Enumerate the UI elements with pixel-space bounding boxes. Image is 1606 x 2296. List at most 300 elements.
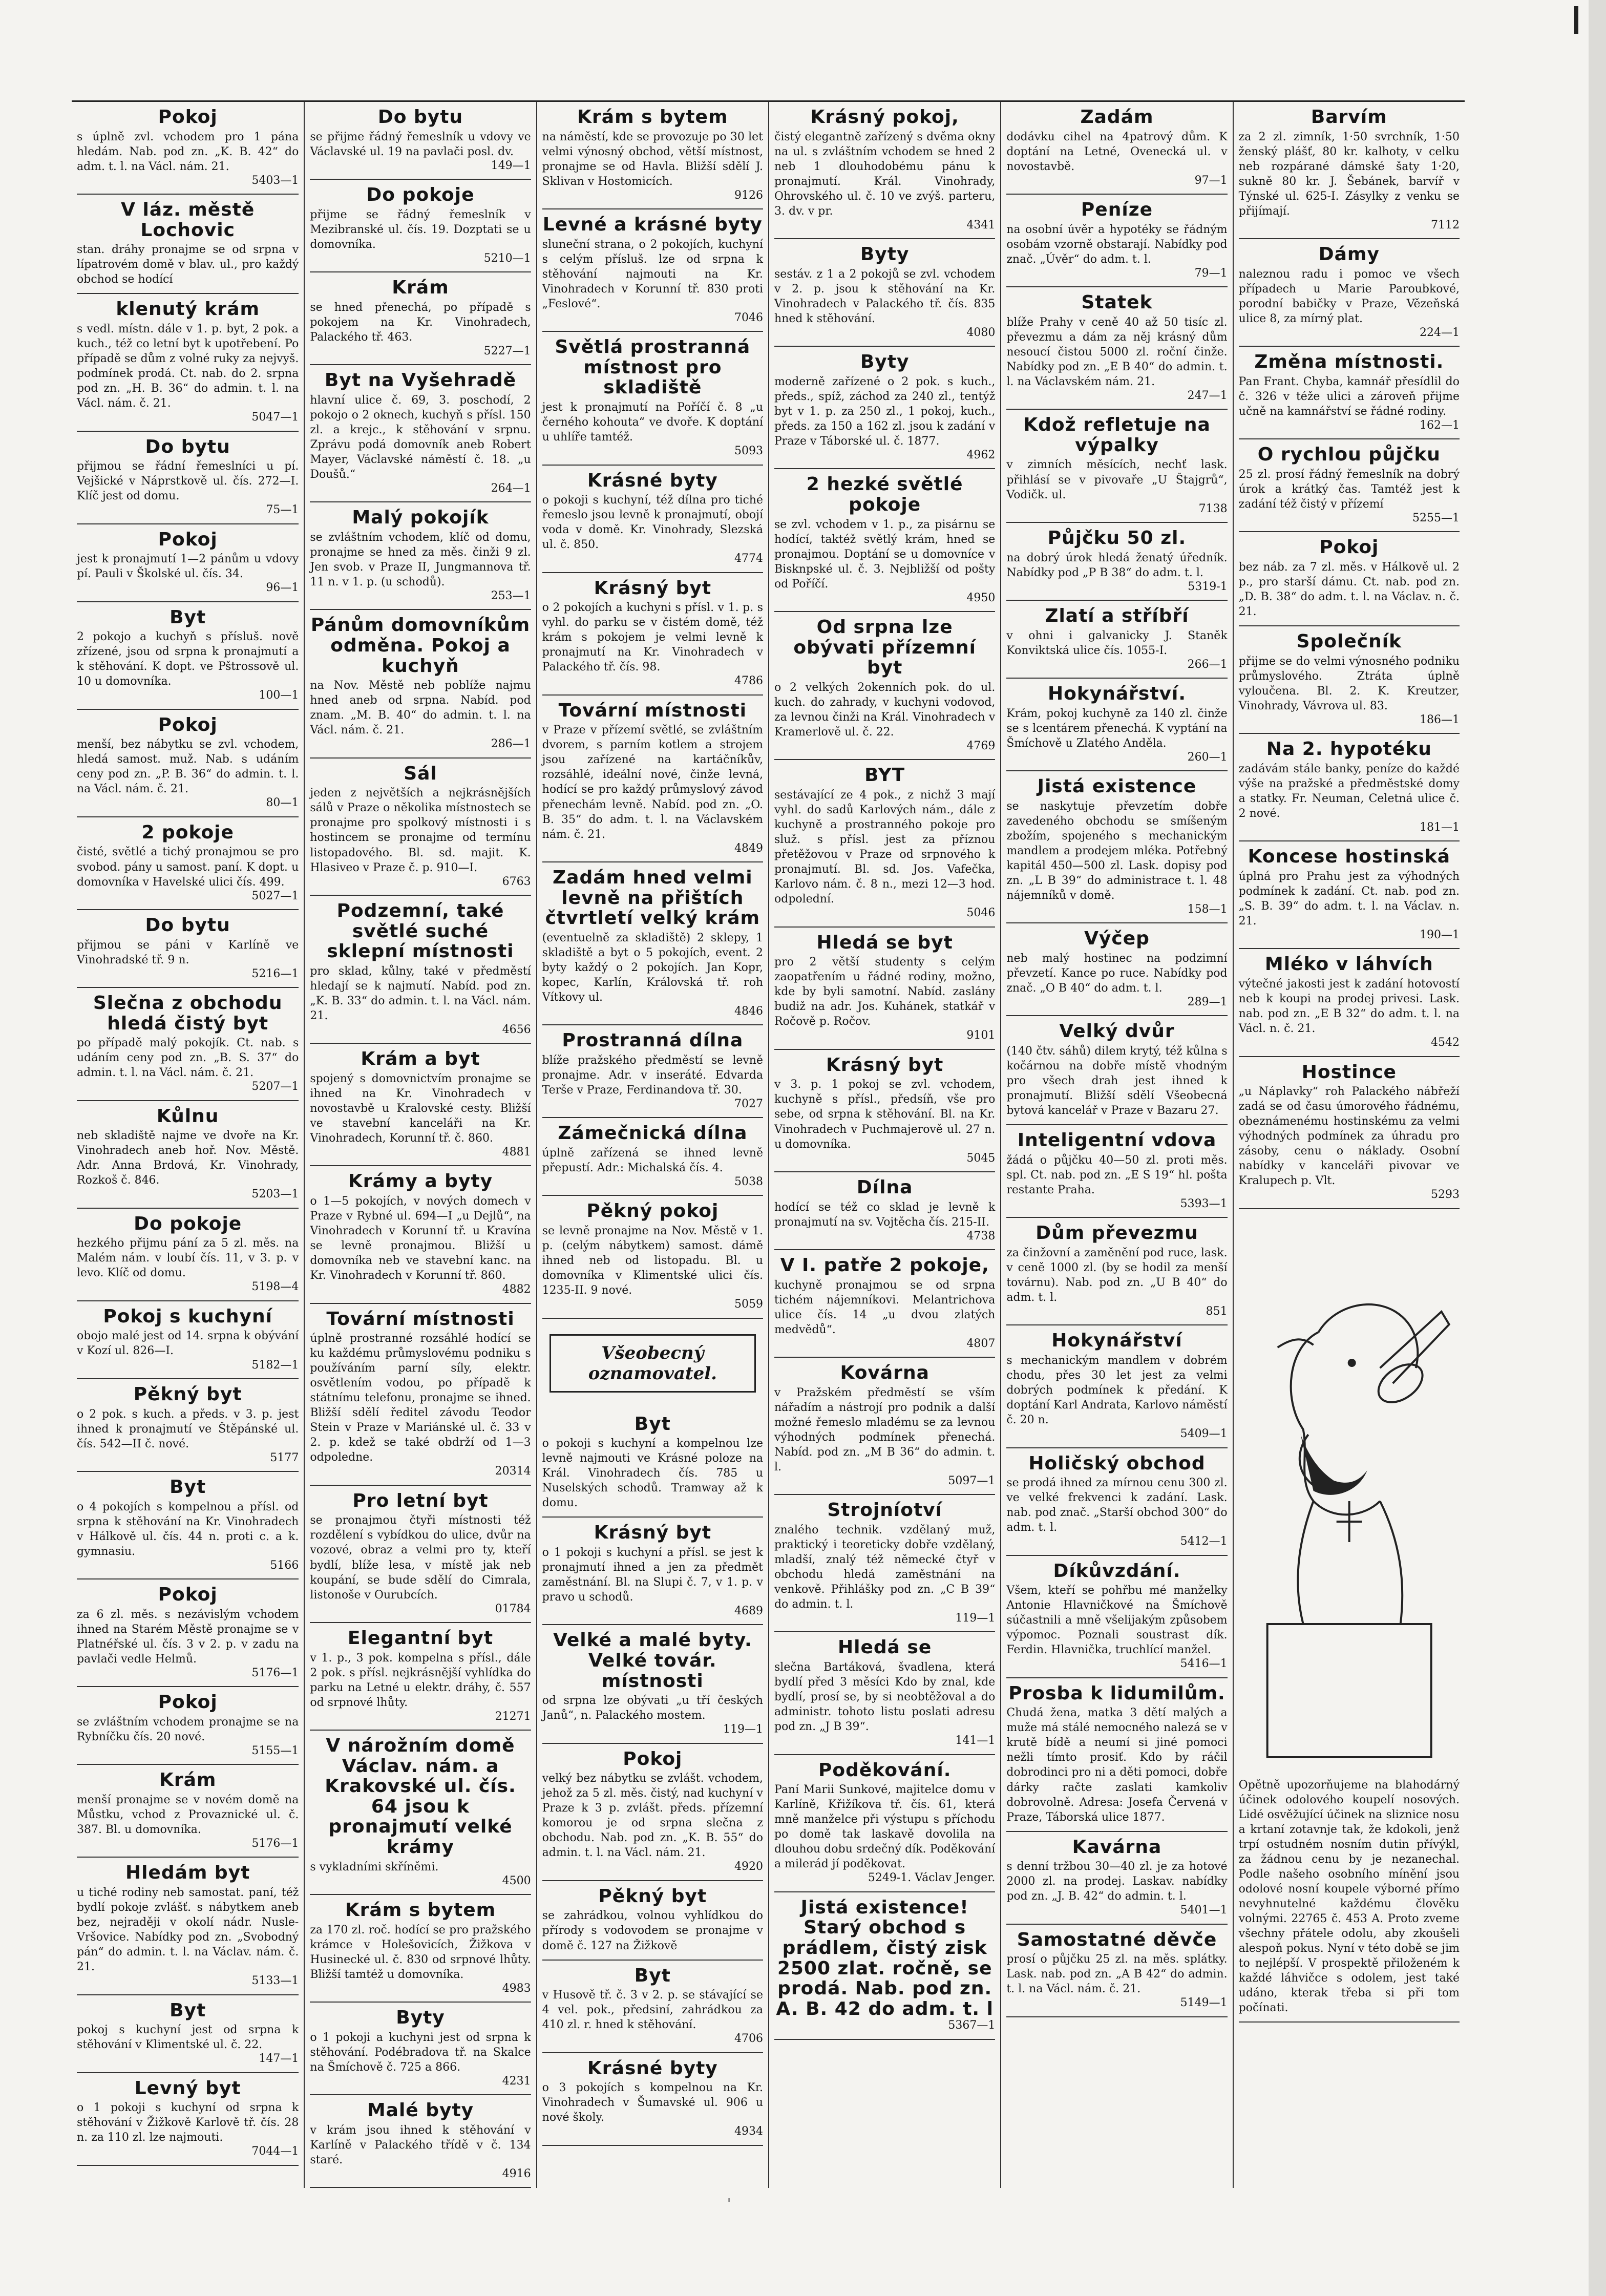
classified-ad [77, 1101, 299, 1209]
ad-text: hlavní ulice č. 69, 3. poschodí, 2 pokojo o 2 oknech, kuchyň s přísl. 150 zl. a krejc., k stěhování v srpnu. Zprávu podá domovník aneb Robert Mayer, Václavské náměstí č. 18. „u Doušů.“ [310, 393, 531, 481]
ad-code: 247—1 [1187, 389, 1228, 402]
ad-code: 5416—1 [1180, 1657, 1228, 1671]
classified-ad [542, 573, 763, 696]
ad-text: u tiché rodiny neb samostat. paní, též bydlí pokoje zvlášť. s nábytkem aneb bez, nejraději v okolí nádr. Nusle-Vršovice. Nabídky pod zn. „Svobodný pán“ do admin. t. l. na Václav. nám. č. 21. [77, 1886, 299, 1974]
ad-code: 119—1 [723, 1723, 763, 1736]
ad-heading: Pokoj [158, 107, 218, 128]
classified-ad [542, 1625, 763, 1743]
ad-heading: 2 hezké světlé pokoje [806, 474, 963, 516]
ad-heading: Hostince [1301, 1061, 1397, 1083]
classified-ad [310, 1895, 531, 2003]
classified-ad [542, 466, 763, 573]
classified-ad [774, 1495, 995, 1632]
classified-ad [77, 524, 299, 602]
ad-text: menší, bez nábytku se zvl. vchodem, hledá samost. muž. Nab. s udáním ceny pod zn. „P. B. 36“ do admin. t. l. na Václ. nám. č. 21. [77, 738, 299, 796]
ad-code: 260—1 [1187, 750, 1228, 764]
classified-ad [774, 1632, 995, 1755]
page-edge [1589, 0, 1606, 2296]
classified-ad [542, 1319, 763, 1409]
ad-code: 5182—1 [251, 1358, 299, 1372]
ad-text: v krám jsou ihned k stěhování v Karlíně v Palackého třídě v č. 134 staré. [310, 2123, 531, 2166]
ad-text: moderně zařízené o 2 pok. s kuch., předs., spíž, záchod za 240 zl., tentýž byt v 1. p. za 250 zl., 1 pokoj, kuch., předs. za 150 a 162 zl. jsou k zadání v Praze v Táborské ul. č. 1877. [774, 375, 996, 448]
ad-heading: Byt [634, 1413, 671, 1435]
ad-code: 141—1 [955, 1734, 996, 1747]
ad-heading: Byt [634, 1965, 671, 1986]
ad-code: 5097—1 [948, 1474, 996, 1487]
ad-heading: Prostranná dílna [562, 1030, 744, 1051]
classified-ad [1006, 601, 1227, 679]
ad-code: 4542 [1431, 1036, 1460, 1049]
ad-heading: 2 pokoje [141, 821, 234, 843]
classified-ad [774, 1050, 995, 1172]
classified-ad [774, 239, 995, 347]
classified-ad [77, 1379, 299, 1472]
page-footer-mark: ' [727, 2196, 731, 2211]
classified-ad [1239, 626, 1460, 734]
ad-heading: Levný byt [134, 2077, 241, 2099]
classified-ad [310, 610, 531, 758]
ad-code: 4231 [502, 2074, 531, 2088]
ad-code: 4849 [734, 841, 763, 855]
ad-code: 97—1 [1194, 174, 1228, 187]
ad-text: se levně pronajme na Nov. Městě v 1. p. (celým nábytkem) samost. dámě ihned neb od listopadu. Bl. u domovníka v Klimentské ulici čís. 1235-II. 9 nové. [542, 1225, 763, 1297]
classified-ad [77, 2073, 299, 2166]
ad-text: (eventuelně za skladiště) 2 sklepy, 1 skladiště a byt o 5 pokojích, event. 2 byty každý o 2 pokojích. Jan Kopr, kopec, Karlín, Královská tř. roh Vítkovy ul. [542, 931, 763, 1004]
ad-code: 7046 [734, 311, 763, 324]
ad-text: obojo malé jest od 14. srpna k obývání v Kozí ul. 826—I. [77, 1330, 299, 1358]
ad-code: 4920 [734, 1860, 763, 1873]
ad-code: 80—1 [266, 796, 299, 810]
classified-ad [774, 1250, 995, 1358]
ad-text: Opětně upozorňujeme na blahodárný účinek odolového koupelí nosových. Lidé osvěžující účinek na sliznice nosu a krtaní zotavnje tak, že kdokoli, jenž trpí ostudném nosním dutin přívýkl, za žádnou cenu by je nezanechal. Podle našeho osobního mínění jsou odolové nosní koupele výborné přímo nevyhnutelné každému člověku volnými. 22765 č. 453 A. Proto zveme všechny přátele odolu, aby zkoušeli alespoň pokus. Nyní v této době se jim to nejlépší. V prospektě přiloženém k každé láhvičce s odolem, jest také udáno, kterak třeba si při tom počínati. [1238, 1778, 1460, 2015]
classified-ad [1006, 1325, 1227, 1448]
classified-ad [310, 1731, 531, 1895]
ad-text: velký bez nábytku se zvlášt. vchodem, jehož za 5 zl. měs. čistý, nad kuchyní v Praze k 3 p. zvlášt. předs. přízemní komorou je od srpna slečna z obchodu. Nab. pod zn. „K. B. 55“ do admin. t. l. na Václ. nám. 21. [542, 1772, 763, 1860]
ad-code: 147—1 [259, 2052, 299, 2066]
ad-heading: Samostatné děvče [1017, 1929, 1217, 1950]
ad-column-1 [72, 102, 304, 2188]
ad-text: výtečné jakosti jest k zadání hotovostí neb k koupi na prodej privesi. Lask. nab. pod zn. „E B 32“ do adm. t. l. na Václ. n. č. 21. [1238, 978, 1460, 1036]
ad-heading: Podzemní, také světlé suché sklepní místnosti [327, 900, 514, 962]
ad-text: spojený s domovnictvím pronajme se ihned na Kr. Vinohradech v novostavbě u Kralovské cesty. Bližší ve stavební kanceláři na Kr. Vinohradech, Korunní tř. č. 860. [310, 1072, 531, 1145]
ad-text: na dobrý úrok hledá ženatý úředník. Nabídky pod „P B 38“ do adm. t. l. [1006, 551, 1228, 579]
ad-heading: Krámy a byty [348, 1171, 493, 1192]
ad-heading: Pokoj [1319, 537, 1379, 558]
ad-code: 7044—1 [251, 2145, 299, 2158]
ad-heading: Na 2. hypotéku [1266, 739, 1432, 760]
classified-ad [1006, 195, 1227, 287]
classified-ad [1006, 1832, 1227, 1925]
ad-heading: Strojníotví [827, 1500, 942, 1521]
ad-code: 96—1 [266, 581, 299, 595]
ad-text: v 3. p. 1 pokoj se zvl. vchodem, kuchyně s přísl., předsíň, vše pro sebe, od srpna k stěhování. Bl. na Kr. Vinohradech v Puchmajerově ul. 27 n. u domovníka. [774, 1078, 996, 1151]
ad-heading: klenutý krám [116, 299, 260, 320]
ad-text: blíže Prahy v ceně 40 až 50 tisíc zl. převezmu a dám za něj krásný dům nesoucí čistou 5000 zl. roční činže. Nabídky pod zn. „E B 40“ do admin. t. l. na Václavském nám. 21. [1006, 315, 1228, 388]
classified-ad [774, 760, 995, 927]
ad-code: 5176—1 [251, 1837, 299, 1850]
ad-text: znalého technik. vzdělaný muž, praktický i teoreticky dobře vzdělaný, mladší, znalý též německé čtyř v obchodu hledá zaměstnání na venkově. Přihlášky pod zn. „C B 39“ do admin. t. l. [774, 1523, 996, 1611]
ad-text: se naskytuje převzetím dobře zavedeného obchodu se smíšeným zbožím, spojeného s mechanickým mandlem a prodejem mléka. Potřebný kapitál 450—500 zl. Lask. dopisy pod zn. „L B 39“ do administrace t. l. 48 nájemníků v domě. [1006, 799, 1228, 902]
ad-text: žádá o půjčku 40—50 zl. proti měs. spl. Ct. nab. pod zn. „E S 19“ hl. pošta restante Praha. [1006, 1153, 1228, 1196]
ad-heading: Jistá existence! Starý obchod s prádlem, čistý zisk 2500 zlat. ročně, se prodá. Nab. pod zn. A. B. 42 do adm. t. l [776, 1897, 994, 2019]
ad-code: 851 [1206, 1304, 1228, 1318]
classified-ad [542, 2053, 763, 2146]
ad-heading: Krásný byt [826, 1054, 944, 1076]
ad-heading: Krásný byt [594, 577, 712, 599]
ad-code: 20314 [495, 1465, 531, 1478]
ad-heading: Zámečnická dílna [558, 1123, 748, 1144]
ad-text: o 2 pokojích a kuchyni s přísl. v 1. p. s vyhl. do parku se v čistém domě, též krám s pokojem je velmi levně k pronajmutí na Kr. Vinohradech v Palackého tř. čís. 98. [542, 601, 763, 674]
classified-ad [310, 180, 531, 272]
ad-code: 5367—1 [948, 2019, 996, 2032]
ad-text: pokoj s kuchyní jest od srpna k stěhování v Klimentské ul. č. 22. [77, 2024, 299, 2052]
ad-heading: Krám [159, 1770, 217, 1791]
classified-ad [774, 1358, 995, 1495]
ad-code: 5198—4 [251, 1280, 299, 1294]
man-gargling-illustration [1241, 1214, 1457, 1767]
ad-text: přijmou se páni v Karlíně ve Vinohradské tř. 9 n. [77, 938, 299, 966]
ad-text: Krám, pokoj kuchyně za 140 zl. činže se s lcentárem přenechá. K vyptání na Šmíchově u Zlatého Anděla. [1006, 707, 1228, 750]
classified-ad [77, 817, 299, 910]
ad-heading: Hledá se [838, 1637, 932, 1658]
ad-heading: Pěkný byt [133, 1383, 242, 1405]
ad-code: 186—1 [1420, 713, 1460, 726]
ad-heading: Koncese hostinská [1248, 846, 1451, 868]
ad-text: po případě malý pokojík. Ct. nab. s udáním ceny pod zn. „B. S. 37“ do admin. t. l. na Václ. nám. č. 21. [77, 1037, 299, 1080]
ad-text: s denní tržbou 30—40 zl. je za hotové 2000 zl. na prodej. Laskav. nabídky pod zn. „J. B. 42“ do admin. t. l. [1006, 1860, 1228, 1903]
ad-code: 4882 [502, 1283, 531, 1296]
ad-text: o 2 pok. s kuch. a předs. v 3. p. jest ihned k pronajmutí ve Štěpánské ul. čís. 542—II č. nové. [77, 1407, 299, 1450]
classified-ad [1239, 1057, 1460, 1209]
ad-heading: Poděkování. [818, 1759, 952, 1781]
classified-ad [77, 988, 299, 1101]
ad-column-3 [536, 102, 768, 2188]
ad-text: neb skladiště najme ve dvoře na Kr. Vinohradech aneb hoř. Nov. Městě. Adr. Anna Brdová, Kr. Vinohrady, Rozkoš č. 846. [77, 1129, 299, 1187]
ad-text: jest k pronajmutí 1—2 pánům u vdovy pí. Pauli v Školské ul. čís. 34. [77, 553, 299, 581]
ad-text: za činžovní a zaměnění pod ruce, lask. v ceně 1000 zl. (by se hodil za menší továrnu). Nab. pod zn. „U B 40“ do adm. t. l. [1006, 1246, 1228, 1304]
ad-heading: Zlatí a stříbří [1045, 605, 1189, 627]
ad-code: 224—1 [1420, 326, 1460, 339]
ad-heading: Inteligentní vdova [1017, 1130, 1217, 1151]
ad-heading: Malý pokojík [352, 507, 489, 529]
classified-ad [542, 1409, 763, 1518]
classified-ad [310, 502, 531, 610]
ad-heading: Díkůvzdání. [1053, 1560, 1181, 1582]
ad-text: na Nov. Městě neb poblíže najmu hned aneb od srpna. Nabíd. pod znam. „M. B. 40“ do admin. t. l. na Václ. nám. č. 21. [310, 679, 531, 737]
classified-ad [542, 1961, 763, 2053]
classified-ad [1006, 923, 1227, 1016]
ad-text: v Pražském předměstí se vším nářadím a nástrojí pro podnik a další možné řemeslo mladému se za levnou výhodných podmínek přenechá. Nabíd. pod zn. „M B 36“ do admin. t. l. [774, 1386, 996, 1473]
classified-ad [774, 928, 995, 1050]
ad-heading: Společník [1296, 631, 1402, 652]
ad-text: Paní Marii Sunkové, majitelce domu v Karlíně, Křižíkova tř. čís. 61, která mně manželce při výstupu s příchodu po domě tak laskavě dovolila na dlouhou dobu srdečný dík. Poděkování a milerád jí poděkovat. [774, 1783, 996, 1871]
classified-ad [310, 2095, 531, 2188]
ad-heading: Zadám [1080, 107, 1154, 128]
binding-mark [1574, 6, 1578, 34]
ad-text: na osobní úvěr a hypotéky se řádným osobám vzorně obstarají. Nabídky pod znač. „Úvěr“ do adm. t. l. [1006, 223, 1228, 266]
ad-text: pro sklad, kůlny, také v předměstí hledají se k najmutí. Nabíd. pod zn. „K. B. 33“ do admin. t. l. na Václ. nám. 21. [310, 964, 531, 1022]
ad-code: 5027—1 [251, 889, 299, 902]
classified-ad [77, 294, 299, 431]
ad-code: 5045 [966, 1151, 996, 1165]
ad-code: 5166 [270, 1558, 299, 1572]
ad-code: 266—1 [1187, 658, 1228, 671]
ad-text: blíže pražského předměstí se levně pronajme. Adr. v inseráté. Edvarda Terše v Praze, Ferdinandova tř. 30. [542, 1054, 763, 1097]
ad-code: 5155—1 [251, 1744, 299, 1757]
ad-code: 286—1 [491, 738, 531, 751]
ad-text: o pokoji s kuchyní, též dílna pro tiché řemeslo jsou levně k pronajmutí, obojí voda v domě. Kr. Vinohrady, Slezská ul. č. 850. [542, 494, 763, 552]
ad-heading: Levné a krásné byty [542, 214, 763, 236]
classified-ads-columns [72, 100, 1465, 2180]
ad-code: 4983 [502, 1982, 531, 1995]
classified-ad [774, 1755, 995, 1892]
ad-text: v 1. p., 3 pok. kompelna s přísl., dále 2 pok. s přísl. nejkrásnější vyhlídka do parku na Letné u elektr. dráhy, č. 557 od srpnové lhůty. [310, 1651, 531, 1709]
ad-heading: Holičský obchod [1028, 1452, 1206, 1474]
ad-code: 5293 [1431, 1188, 1460, 1202]
ad-heading: V láz. městě Lochovic [121, 199, 255, 241]
ad-code: 5210—1 [483, 251, 531, 265]
classified-ad [310, 759, 531, 896]
classified-ad [1006, 102, 1227, 195]
ad-heading: Hokynářství [1051, 1330, 1182, 1352]
ad-heading: Statek [1081, 292, 1153, 313]
ad-column-4 [768, 102, 1000, 2188]
classified-ad [542, 1196, 763, 1318]
classified-ad [542, 209, 763, 332]
ad-text: sestávající ze 4 pok., z nichž 3 mají vyhl. do sadů Karlových nám., dále z kuchyně a prostranného pokoje pro služ. s přísl. jest za příznou přetěžovou v Praze od srpnového k pronajmutí. Bl. sd. Jos. Vafečka, Karlovo nám. č. 8 n., mezi 12—3 hod. odpolední. [774, 789, 996, 906]
ad-heading: Velký dvůr [1059, 1021, 1175, 1042]
ad-heading: Pěkný byt [598, 1885, 707, 1907]
classified-ad [1006, 1448, 1227, 1556]
ad-text: menší pronajme se v novém domě na Můstku, vchod z Provaznické ul. č. 387. Bl. u domovníka. [77, 1793, 299, 1836]
ad-text: naleznou radu i pomoc ve všech případech u Marie Paroubkové, porodní babičky v Praze, Vězeňská ulice 8, za mírný plat. [1238, 267, 1460, 325]
ad-heading: Jistá existence [1037, 776, 1197, 797]
classified-ad [542, 1518, 763, 1625]
ad-text: o 4 pokojích s kompelnou a přísl. od srpna k stěhování na Kr. Vinohradech v Hálkově ul. čís. 44 n. proti c. a k. gymnasiu. [77, 1500, 299, 1558]
ad-heading: Hokynářství. [1047, 683, 1187, 705]
classified-ad [1239, 239, 1460, 347]
ad-code: 9101 [966, 1029, 996, 1042]
classified-ad [774, 1892, 995, 2040]
ad-code: 158—1 [1187, 902, 1228, 916]
classified-ad [310, 1304, 531, 1486]
ad-code: 4916 [502, 2167, 531, 2180]
ad-heading: Krásné byty [587, 2057, 718, 2079]
ad-code: 5319-1 [1188, 580, 1228, 593]
ad-text: o 1 pokoji a kuchyni jest od srpna k stěhování. Podébradova tř. na Skalce na Šmíchově č. 725 a 866. [310, 2031, 531, 2074]
classified-ad [542, 332, 763, 465]
ad-text: o 1 pokoji s kuchyní a přísl. se jest k pronajmutí ihned a jen za předmět zaměstnání. Bl. na Slupi č. 7, v 1. p. v pravo u schodů. [542, 1546, 763, 1604]
classified-ad [77, 1995, 299, 2073]
ad-text: se zahrádkou, volnou vyhlídkou do přírody s vodovodem se pronajme v domě č. 127 na Žižkově [542, 1909, 763, 1952]
ad-code: 5093 [734, 445, 763, 458]
ad-heading: Světlá prostranná místnost pro skladiště [555, 336, 751, 398]
ad-text: čisté, světlé a tichý pronajmou se pro svobod. pány u samost. paní. K dopt. u domovníka v Havelské ulici čís. 499. [77, 846, 299, 889]
ad-code: 9126 [734, 188, 763, 202]
ad-heading: Hledám byt [125, 1862, 250, 1884]
ad-heading: Do bytu [145, 436, 230, 457]
ad-code: 4341 [966, 218, 996, 231]
classified-ad [77, 710, 299, 817]
ad-code: 5203—1 [251, 1188, 299, 1201]
ad-heading: Pokoj [158, 1692, 218, 1713]
ad-text: dodávku cihel na 4patrový dům. K doptání na Letné, Ovenecká ul. v novostavbě. [1006, 130, 1228, 173]
classified-ad [1006, 1556, 1227, 1678]
classified-ad [310, 1623, 531, 1731]
ad-text: hodící se též co sklad je levně k pronajmutí na sv. Vojtěcha čís. 215-II. [774, 1200, 996, 1229]
ad-heading: Do bytu [377, 107, 463, 128]
ad-code: 4846 [734, 1004, 763, 1018]
ad-code: 5177 [270, 1451, 299, 1464]
ad-text: za 6 zl. měs. s nezávislým vchodem ihned na Starém Městě pronajme se v Platnéřské ul. čís. 3 v 2. p. v zadu na pavlači vedle Helmů. [77, 1608, 299, 1666]
ad-text: 25 zl. prosí řádný řemeslník na dobrý úrok a krátký čas. Tamtéž jest k zadání též čistý v přízemí [1238, 468, 1460, 511]
classified-ad [1006, 771, 1227, 923]
classified-ad [77, 1765, 299, 1858]
classified-ad [1006, 1678, 1227, 1832]
ad-code: 4934 [734, 2125, 763, 2138]
section-banner: Všeobecný oznamovatel. [550, 1334, 756, 1393]
ad-code: 4769 [966, 740, 996, 753]
ad-heading: Pokoj [158, 529, 218, 550]
ad-heading: Byty [396, 2007, 445, 2029]
ad-heading: Velké a malé byty. Velké továr. místnosti [553, 1630, 752, 1692]
classified-ad [77, 432, 299, 524]
ad-text: za 170 zl. roč. hodící se pro pražského krámce v Holešovicích, Žižkova v Husinecké ul. č. 830 od srpnové lhůty. Bližší tamtéž u domovníka. [310, 1923, 531, 1981]
ad-heading: Do bytu [145, 914, 230, 936]
ad-heading: Kůlnu [156, 1105, 219, 1127]
ad-text: v zimních měsících, nechť lask. přihlásí se v pivovaře „U Štajgrů“, Vodičk. ul. [1006, 458, 1228, 501]
ad-heading: Půjčku 50 zl. [1047, 527, 1187, 549]
ad-text: pro 2 větší studenty s celým zaopatřením u řádné rodiny, možno, kde by byli samotní. Nabíd. zaslány budiž na adr. Jos. Kuhánek, statkář v Ročově p. Ročov. [774, 956, 996, 1028]
ad-text: v ohni i galvanicky J. Staněk Konviktská ulice čís. 1055-I. [1006, 629, 1228, 657]
ad-code: 5149—1 [1180, 1996, 1228, 2010]
classified-ad [77, 602, 299, 710]
ad-text: neb malý hostinec na podzimní převzetí. Kance po ruce. Nabídky pod znač. „O B 40“ do adm. t. l. [1006, 952, 1228, 995]
ad-heading: Elegantní byt [347, 1628, 494, 1649]
ad-code: 21271 [495, 1710, 531, 1723]
classified-ad [1006, 410, 1227, 523]
ad-heading: Byty [860, 351, 910, 373]
ad-code: 5176—1 [251, 1666, 299, 1679]
ad-code: 5412—1 [1180, 1535, 1228, 1548]
classified-ad [1239, 102, 1460, 239]
ad-text: s vykladními skříněmi. [310, 1860, 439, 1873]
ad-text: čistý elegantně zařízený s dvěma okny na ul. s zvláštním vchodem se hned 2 neb 1 dlouhodobému pánu k pronajmutí. Král. Vinohrady, Ohrovského ul. č. 10 ve zvýš. parteru, 3. dv. v pr. [774, 130, 996, 218]
classified-ad [310, 896, 531, 1044]
ad-text: přijme se řádný řemeslník v Mezibranské ul. čís. 19. Dozptati se u domovníka. [310, 208, 531, 251]
ad-column-2 [304, 102, 536, 2188]
ad-text: přijme se do velmi výnosného podniku průmyslového. Ztráta úplně vyloučena. Bl. 2. K. Kreutzer, Vinohrady, Vávrova ul. 83. [1238, 655, 1460, 712]
classified-ad [310, 2003, 531, 2095]
ad-code: 5207—1 [251, 1080, 299, 1093]
classified-ad [774, 612, 995, 760]
ad-heading: Dámy [1318, 244, 1380, 265]
ad-text: se zvl. vchodem v 1. p., za pisárnu se hodící, taktéž světlý krám, hned se pronajmou. Doptání se u domovníce v Bisknpské ul. č. 3. Nejbližší od pošty od Poříčí. [774, 518, 996, 591]
ad-text: 2 pokojo a kuchyň s přísluš. nově zřízené, jsou od srpna k pronajmutí a k stěhování. K dopt. ve Pštrossově ul. 10 u domovníka. [77, 630, 299, 688]
ad-code: 7027 [734, 1098, 763, 1111]
ad-code: 289—1 [1187, 996, 1228, 1009]
ad-code: 181—1 [1420, 820, 1460, 834]
ad-text: o 1 pokoji s kuchyní od srpna k stěhování v Žižkově Karlově tř. čís. 28 n. za 110 zl. lze najmouti. [77, 2101, 299, 2144]
ad-heading: Pokoj s kuchyní [103, 1305, 272, 1327]
ad-code: 5227—1 [483, 344, 531, 357]
classified-ad [77, 1858, 299, 1995]
odol-advertisement-illustration [1241, 1214, 1457, 1767]
ad-heading: Malé byty [367, 2100, 474, 2121]
ad-heading: Pokoj [158, 714, 218, 735]
ad-text: přijmou se řádní řemeslníci u pí. Vejšické v Náprstkově ul. čís. 272—I. Klíč jest od domu. [77, 460, 299, 503]
classified-ad [77, 1301, 299, 1379]
ad-column-5 [1000, 102, 1232, 2188]
ad-text: s vedl. místn. dále v 1. p. byt, 2 pok. a kuch., též co letní byt k upotřebení. Po případě se dům z volné ruky za nejvyš. podmínek prodá. Ct. nab. do 2. srpna pod zn. „H. B. 36“ do admin. t. l. na Václ. nám. č. 21. [77, 322, 299, 410]
ad-heading: V I. patře 2 pokoje, [780, 1255, 989, 1276]
ad-code: 5255—1 [1412, 512, 1460, 525]
ad-text: sluneční strana, o 2 pokojích, kuchyní s celým přísluš. lze od srpna k stěhování najmouti na Kr. Vinohradech v Korunní tř. 830 proti „Feslové“. [542, 238, 763, 310]
ad-text: zadávám stále banky, peníze do každé výše na pražské a předměstské domy a statky. Fr. Neuman, Celetná ulice č. 2 nové. [1238, 762, 1460, 820]
ad-heading: Kovárna [840, 1362, 929, 1384]
classified-ad [77, 1209, 299, 1301]
ad-column-6 [1233, 102, 1465, 2188]
classified-ad [77, 102, 299, 195]
ad-text: Pan Frant. Chyba, kamnář přesídlil do č. 326 v téže ulici a zároveň přijme učně na kamnářství se řádné rodiny. [1238, 375, 1460, 418]
ad-code: 4689 [734, 1605, 763, 1618]
ad-heading: Zadám hned velmi levně na přištích čtvrtletí velký krám [545, 867, 760, 929]
classified-ad [1006, 287, 1227, 410]
ad-code: 4807 [966, 1337, 996, 1350]
ad-heading: V nárožním domě Václav. nám. a Krakovské ul. čís. 64 jsou k pronajmutí velké krámy [325, 1735, 516, 1858]
ad-code: 100—1 [259, 689, 299, 702]
ad-text: se zvláštním vchodem, klíč od domu, pronajme se hned za měs. činži 9 zl. Jen svob. v Praze II, Jungmannova tř. 11 n. v 1. p. (u schodů). [310, 531, 531, 589]
ad-heading: Výčep [1084, 928, 1150, 950]
classified-ad [1239, 347, 1460, 439]
classified-ad [542, 1025, 763, 1118]
ad-code: 79—1 [1194, 266, 1228, 280]
ad-text: o 2 velkých 2okenních pok. do ul. kuch. do zahrady, v kuchyni vodovod, za levnou činži na Král. Vinohradech v Kramerlově ul. č. 22. [774, 681, 996, 739]
classified-ad [310, 272, 531, 365]
ad-text: „u Náplavky“ roh Palackého nábřeží zadá se od času úmorového řádnému, obeznámenému hostinskému za velmi výhodných podmínek za úhradu pro zásoby, cenu o náklady. Osobní nabídky v kanceláři pivovar ve Kralupech p. Vlt. [1238, 1085, 1460, 1188]
ad-heading: Peníze [1081, 199, 1153, 221]
ad-text: se hned přenechá, po případě s pokojem na Kr. Vinohradech, Palackého tř. 463. [310, 301, 531, 344]
ad-heading: Krám s bytem [345, 1900, 496, 1921]
ad-text: o 1—5 pokojích, v nových domech v Praze v Rybné ul. 694—I „u Dejlů“, na Vinohradech v Korunní tř. u Kravína se levně pronajmou. Bližší u domovníka neb ve stavební kanc. na Kr. Vinohradech v Korunní tř. 860. [310, 1194, 531, 1282]
classified-ad [77, 195, 299, 294]
ad-heading: Pánům domovníkům odměna. Pokoj a kuchyň [310, 615, 531, 677]
ad-heading: Do pokoje [366, 184, 475, 206]
ad-text: na náměstí, kde se provozuje po 30 let velmi výnosný obchod, větší místnost, pronajme se od Havla. Bližší sdělí J. Sklivan v Hostomicích. [542, 130, 763, 188]
ad-text: od srpna lze obývati „u tří českých Janů“, n. Palackého mostem. [542, 1694, 763, 1722]
ad-code: 4774 [734, 552, 763, 565]
classified-ad [1239, 532, 1460, 626]
ad-text: úplná pro Prahu jest za výhodných podmínek k zadání. Ct. nab. pod zn. „S. B. 39“ do adm. t. l. na Václav. n. 21. [1238, 870, 1460, 928]
ad-code: 190—1 [1420, 929, 1460, 942]
classified-ad [1006, 1016, 1227, 1125]
ad-code: 4738 [966, 1229, 996, 1242]
ad-heading: Barvím [1311, 107, 1387, 128]
ad-code: 5249-1. Václav Jenger. [868, 1871, 996, 1885]
ad-heading: Od srpna lze obývati přízemní byt [793, 617, 976, 679]
ad-heading: Kavárna [1072, 1836, 1162, 1858]
ad-code: 4656 [502, 1023, 531, 1036]
ad-text: Všem, kteří se pohřbu mé manželky Antonie Hlavničkové na Šmíchově súčastnili a mně všelijakým způsobem výpomoc. Poznali soustrast dík. Ferdin. Hlavnička, truchlící manžel. [1006, 1584, 1228, 1657]
ad-text: s úplně zvl. vchodem pro 1 pána hledám. Nab. pod zn. „K. B. 42“ do adm. t. l. na Václ. nám. 21. [77, 130, 299, 173]
classified-ad [1006, 523, 1227, 601]
ad-code: 5038 [734, 1175, 763, 1189]
classified-ad [310, 1166, 531, 1303]
ad-heading: Do pokoje [134, 1213, 242, 1234]
ad-heading: Kdož refletuje na výpalky [1023, 414, 1211, 456]
ad-text: kuchyně pronajmou se od srpna tichém nájemníkovi. Melantrichova ulice čís. 14 „u dvou zlatých medvědů“. [774, 1278, 996, 1336]
ad-code: 4500 [502, 1874, 531, 1887]
